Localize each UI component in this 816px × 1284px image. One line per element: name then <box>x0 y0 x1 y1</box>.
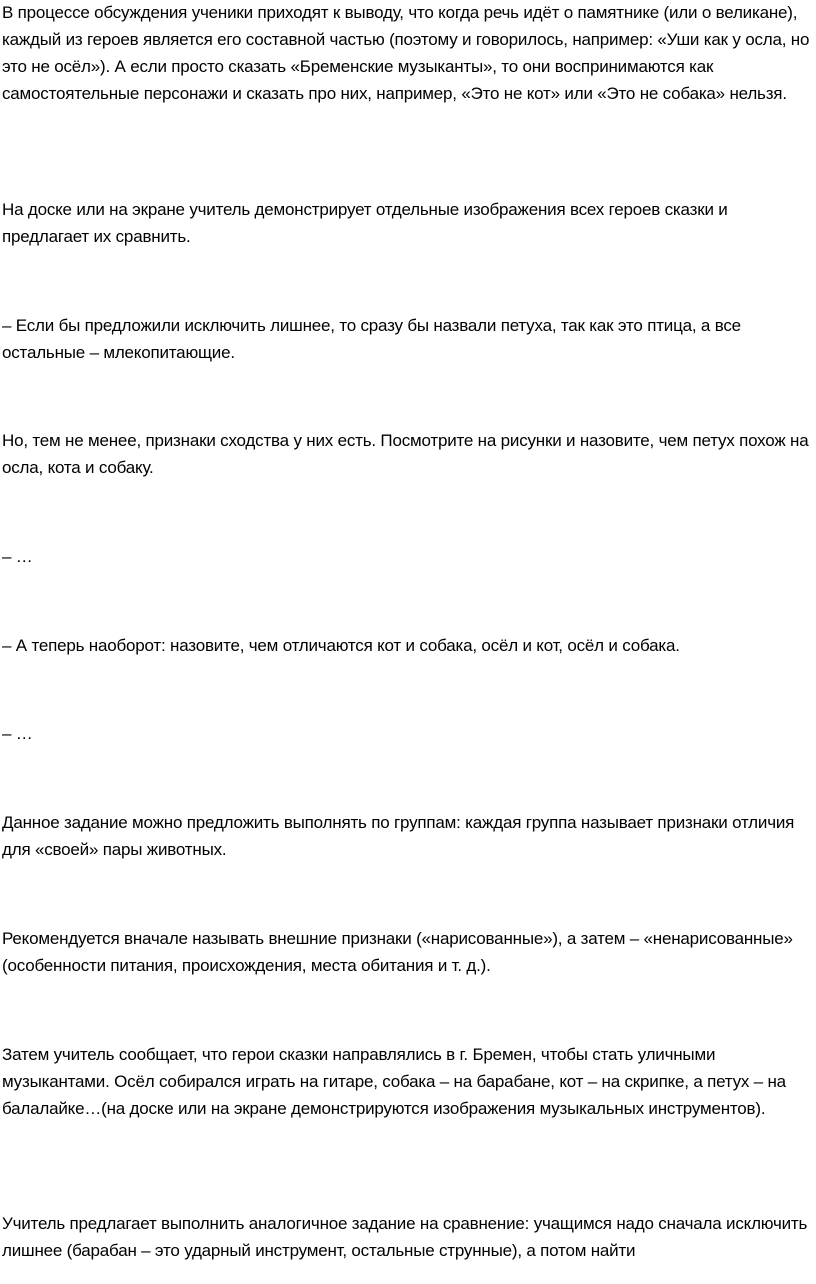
paragraph-7: – … <box>2 724 33 743</box>
paragraph-10: Затем учитель сообщает, что герои сказки направлялись в г. Бремен, чтобы стать уличными музыкантами. Осёл собирался играть на гитаре, собака – на барабане, кот – на скрипке, а петух – на балалайке…(на доске или на экране демонстрируются изображения музыкальных инструментов). <box>2 1045 786 1118</box>
paragraph-3: – Если бы предложили исключить лишнее, то сразу бы назвали петуха, так как это птица, а все остальные – млекопитающие. <box>2 316 741 362</box>
paragraph-8: Данное задание можно предложить выполнять по группам: каждая группа называет признаки отличия для «своей» пары животных. <box>2 813 795 859</box>
paragraph-9: Рекомендуется вначале называть внешние признаки («нарисованные»), а затем – «ненарисованные» (особенности питания, происхождения, места обитания и т. д.). <box>2 929 793 975</box>
paragraph-4: Но, тем не менее, признаки сходства у них есть. Посмотрите на рисунки и назовите, чем петух похож на осла, кота и собаку. <box>2 431 809 477</box>
paragraph-2: На доске или на экране учитель демонстрирует отдельные изображения всех героев сказки и предлагает их сравнить. <box>2 200 728 246</box>
paragraph-11: Учитель предлагает выполнить аналогичное задание на сравнение: учащимся надо сначала исключить лишнее (барабан – это ударный инструмент, остальные струнные), а потом найти <box>2 1214 808 1260</box>
paragraph-5: – … <box>2 547 33 566</box>
paragraph-6: – А теперь наоборот: назовите, чем отличаются кот и собака, осёл и кот, осёл и собака. <box>2 636 680 655</box>
paragraph-1: В процессе обсуждения ученики приходят к выводу, что когда речь идёт о памятнике (или о великане), каждый из героев является его составной частью (поэтому и говорилось, например: «Уши как у осла, но это не осёл»). А если просто сказать «Бременские музыканты», то они воспринимаются как самостоятельные персонажи и сказать про них, например, «Это не кот» или «Это не собака» нельзя. <box>2 3 810 103</box>
